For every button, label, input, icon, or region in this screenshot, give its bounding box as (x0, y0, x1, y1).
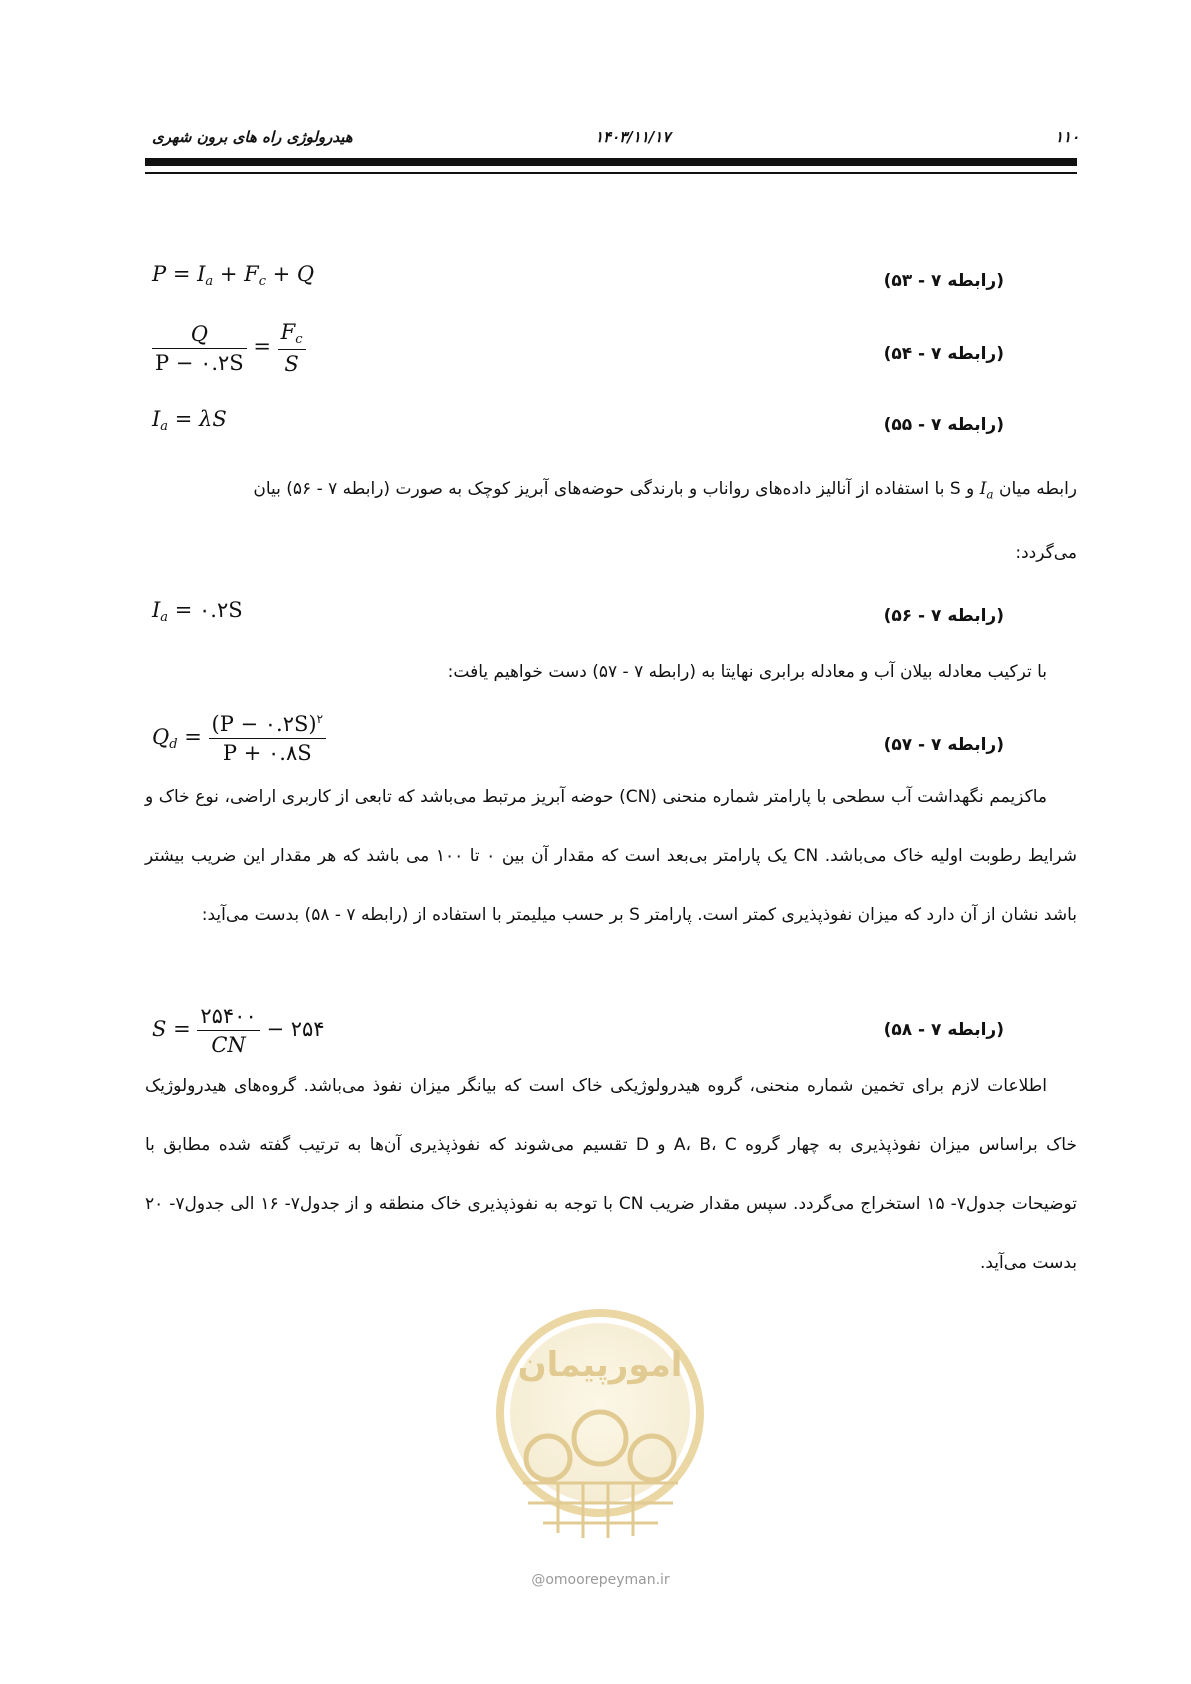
fraction-qd: $\frac{(P - ۰.۲S)^۲}{P + ۰.۸S}$ (209, 712, 327, 765)
watermark-url: @omoorepeyman.ir (531, 1572, 670, 1588)
equation-55: $I_a = \lambda S$ (152, 407, 227, 434)
header-rule-thick (145, 158, 1077, 166)
seal-icon (488, 1298, 713, 1578)
equation-label-55: (رابطه ۷ - ۵۵) (883, 415, 1004, 435)
equation-54: $\frac{Q}{P - ۰.۲S}$ = $\frac{F_c}{S}$ (152, 320, 306, 376)
running-title: هیدرولوژی راه های برون شهری (152, 128, 353, 146)
paragraph-3: ماکزیمم نگهداشت آب سطحی با پارامتر شماره منحنی (CN) حوضه آبریز مرتبط می‌باشد که تابعی از کاربری اراضی، نوع خاک و شرایط رطوبت اولیه خاک می‌باشد. CN یک پارامتر بی‌بعد است که مقدار آن بین ۰ تا ۱۰۰ می باشد که هر مقدار این ضریب بیشتر باشد نشان از آن دارد که میزان نفوذپذیری کمتر است. پارامتر S بر حسب میلیمتر با استفاده از (رابطه ۷ - ۵۸) بدست می‌آید: (145, 787, 1077, 925)
equation-label-58: (رابطه ۷ - ۵۸) (883, 1020, 1004, 1040)
paragraph-4: اطلاعات لازم برای تخمین شماره منحنی، گروه هیدرولوژیکی خاک است که بیانگر میزان نفوذ می‌باشد. گروه‌های هیدرولوژیک خاک براساس میزان نفوذپذیری به چهار گروه A، B، C و D تقسیم می‌شوند که نفوذپذیری آن‌ها به ترتیب گفته شده مطابق با توضیحات جدول۷- ۱۵ استخراج می‌گردد. سپس مقدار ضریب CN با توجه به نفوذپذیری خاک منطقه و از جدول۷- ۱۶ الی جدول۷- ۲۰ بدست می‌آید. (145, 1076, 1078, 1273)
equation-57: $Q_d$ = $\frac{(P - ۰.۲S)^۲}{P + ۰.۸S}$ (152, 712, 326, 765)
equation-label-57: (رابطه ۷ - ۵۷) (883, 735, 1004, 755)
equation-58: S = $\frac{۲۵۴۰۰}{CN}$ − ۲۵۴ (152, 1004, 325, 1057)
fraction-left: $\frac{Q}{P - ۰.۲S}$ (152, 322, 247, 375)
svg-text:امورپیمان: امورپیمان (517, 1345, 683, 1385)
paragraph-2: با ترکیب معادله بیلان آب و معادله برابری نهایتا به (رابطه ۷ - ۵۷) دست خواهیم یافت: (447, 662, 1047, 682)
page-number: ۱۱۰ (1055, 128, 1080, 146)
equation-label-56: (رابطه ۷ - ۵۶) (883, 606, 1004, 626)
watermark-logo (488, 1298, 713, 1588)
equation-53: $P = I_a + F_c + Q$ (152, 262, 315, 289)
fraction-s: $\frac{۲۵۴۰۰}{CN}$ (197, 1004, 259, 1057)
paragraph-1: رابطه میان $I_a$ و S با استفاده از آنالیز داده‌های رواناب و بارندگی حوضه‌های آبریز کوچک به صورت (رابطه ۷ - ۵۶) بیان می‌گردد: (253, 479, 1077, 564)
header-date: ۱۴۰۳/۱۱/۱۷ (595, 128, 671, 146)
equation-label-53: (رابطه ۷ - ۵۳) (883, 271, 1004, 291)
equation-label-54: (رابطه ۷ - ۵۴) (883, 344, 1004, 364)
fraction-right: $\frac{F_c}{S}$ (278, 320, 306, 376)
header-rule-thin (145, 172, 1077, 174)
equation-56: $I_a$ = ۰.۲S (152, 598, 243, 625)
